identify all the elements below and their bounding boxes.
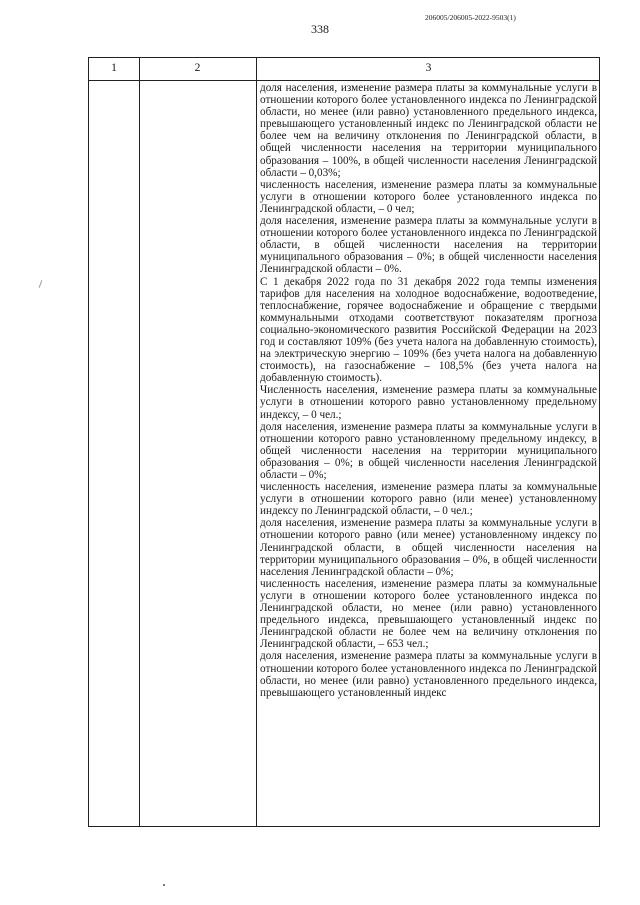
paragraph: численность населения, изменение размера платы за коммунальные услуги в отношении которого более установленного индекса по Ленинградской области, – 0 чел; [260,178,597,215]
header-divider [89,80,599,81]
content-table [88,57,600,827]
paragraph: численность населения, изменение размера платы за коммунальные услуги в отношении которого равно (или менее) установленному индексу по Ленинградской области, – 0 чел.; [260,481,597,518]
scan-artifact [39,280,43,288]
paragraph: доля населения, изменение размера платы за коммунальные услуги в отношении которого более установленного индекса по Ленинградской области, но менее (или равно) установленного предельного индекса, превышающего установленный индекс по Ленинградской области не более чем на величину отклонения по Ленинградской области, в общей численности населения на территории муниципального образования – 100%, в общей численности населения Ленинградской области – 0,03%; [260,82,597,179]
paragraph: Численность населения, изменение размера платы за коммунальные услуги в отношении которого равно установленному предельному индексу, – 0 чел.; [260,384,597,421]
document-code: 206005/206005-2022-9503(1) [425,13,516,22]
column-header-2: 2 [194,62,201,74]
paragraph: доля населения, изменение размера платы за коммунальные услуги в отношении которого равно (или менее) установленному индексу по Ленинградской области, в общей численности населения на территории муниципального образования – 0%, в общей численности населения Ленинградской области – 0%; [260,517,597,578]
column-header-3: 3 [425,62,432,74]
column-header-1: 1 [111,62,117,74]
column-divider [139,58,140,826]
page-number: 338 [311,22,329,36]
scan-artifact [163,884,165,886]
paragraph: С 1 декабря 2022 года по 31 декабря 2022 года темпы изменения тарифов для населения на холодное водоснабжение, водоотведение, теплоснабжение, горячее водоснабжение и обращение с твердыми коммунальными отходами соответствуют показателям прогноза социально-экономического развития Российской Федерации на 2023 год и составляют 109% (без учета налога на добавленную стоимость), на электрическую энергию – 109% (без учета налога на добавленную стоимость), на газоснабжение – 108,5% (без учета налога на добавленную стоимость). [260,275,597,385]
paragraph: доля населения, изменение размера платы за коммунальные услуги в отношении которого более установленного индекса по Ленинградской области, в общей численности населения на территории муниципального образования – 0%; в общей численности населения Ленинградской области – 0%. [260,215,597,276]
column-3-text [260,82,597,699]
paragraph: доля населения, изменение размера платы за коммунальные услуги в отношении которого равно установленному предельному индексу, в общей численности населения на территории муниципального образования – 0%; в общей численности населения Ленинградской области – 0%; [260,420,597,481]
column-divider [256,58,257,826]
paragraph: численность населения, изменение размера платы за коммунальные услуги в отношении которого более установленного индекса по Ленинградской области, но менее (или равно) установленного предельного индекса, превышающего установленный индекс по Ленинградской области не более чем на величину отклонения по Ленинградской области, – 653 чел.; [260,577,597,651]
paragraph: доля населения, изменение размера платы за коммунальные услуги в отношении которого более установленного индекса по Ленинградской области, но менее (или равно) установленного предельного индекса, превышающего установленный индекс [260,650,597,699]
